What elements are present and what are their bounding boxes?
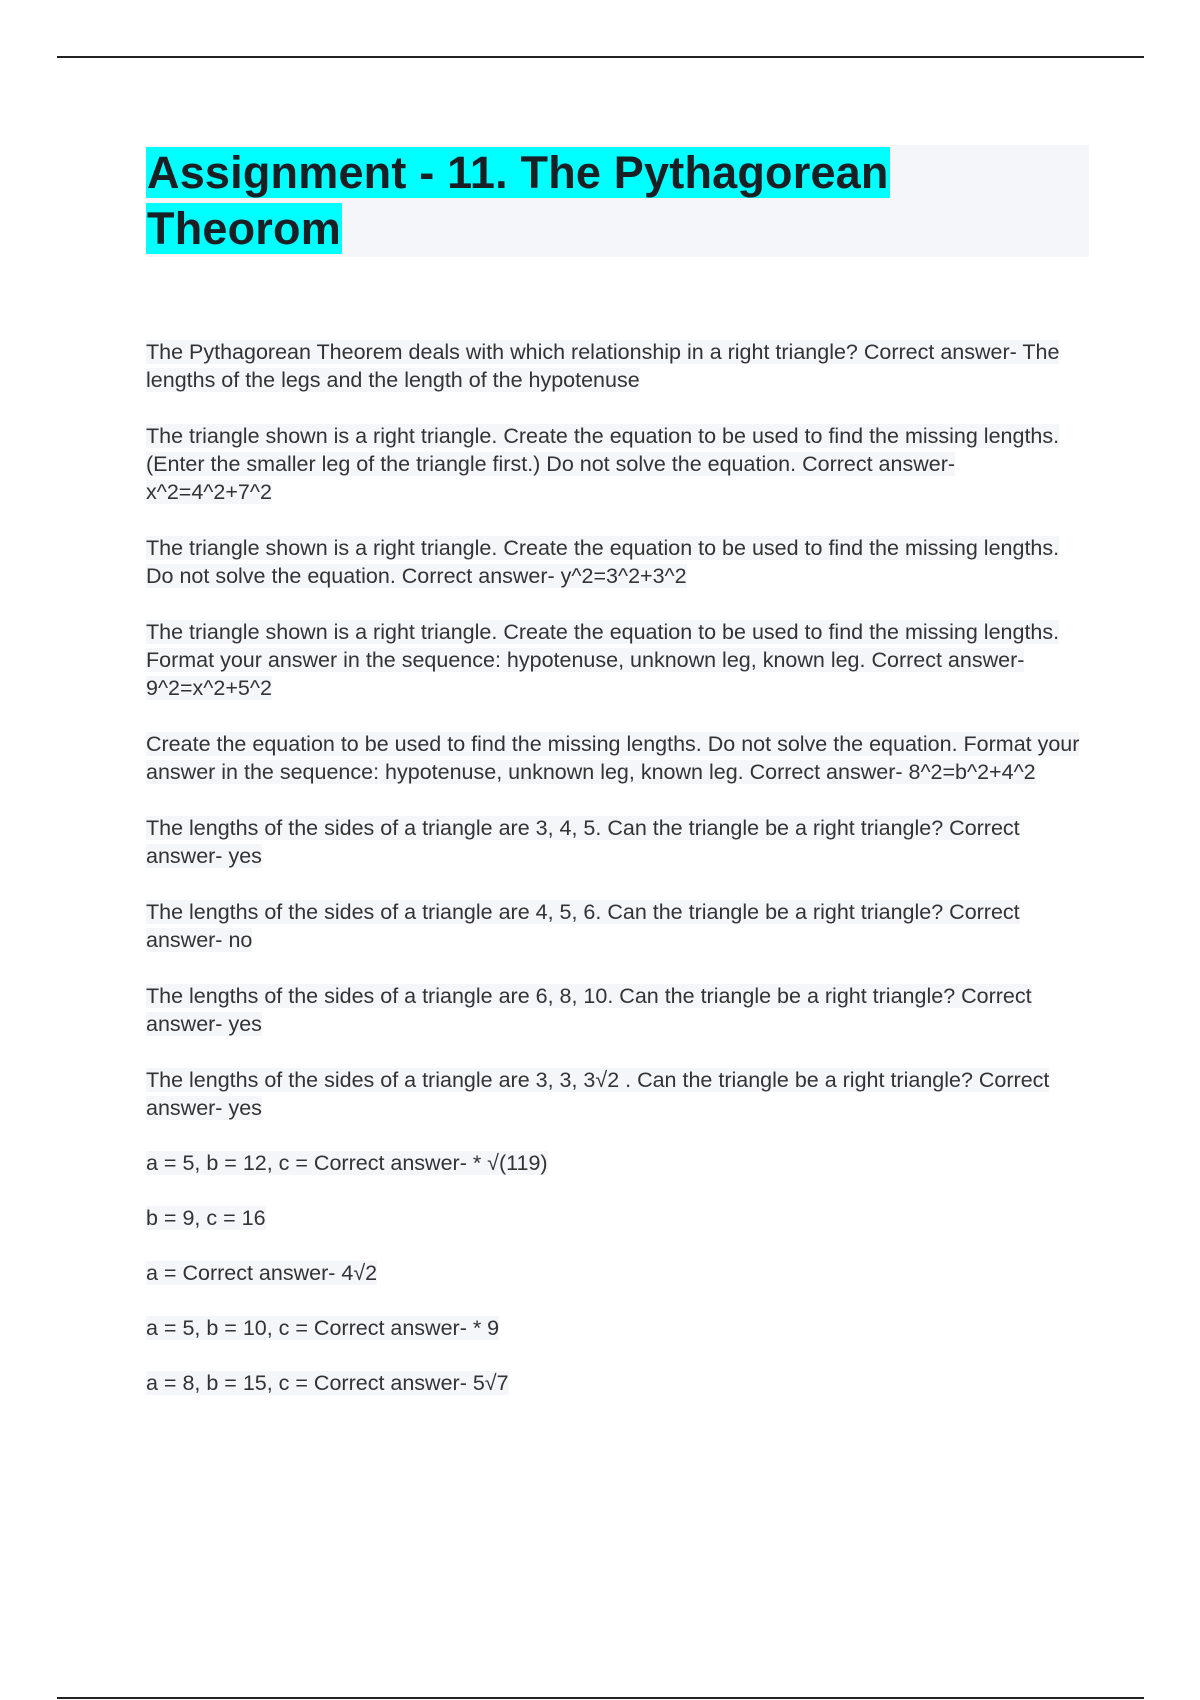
qa-item-5: Create the equation to be used to find the missing lengths. Do not solve the equation. Format your answer in the sequence: hypotenuse, unknown leg, known leg. Correct answer- 8^2=b^2+4^2 [146,732,1080,784]
qa-item-14: a = 8, b = 15, c = Correct answer- 5√7 [146,1371,509,1395]
qa-item-10: a = 5, b = 12, c = Correct answer- * √(119) [146,1151,548,1175]
qa-item-13: a = 5, b = 10, c = Correct answer- * 9 [146,1316,500,1340]
qa-item-2: The triangle shown is a right triangle. Create the equation to be used to find the missing lengths. (Enter the smaller leg of the triangle first.) Do not solve the equation. Correct answer- x^2=4^2+7^2 [146,424,1060,504]
qa-list [146,338,1086,1397]
qa-item-4: The triangle shown is a right triangle. Create the equation to be used to find the missing lengths. Format your answer in the sequence: hypotenuse, unknown leg, known leg. Correct answer- 9^2=x^2+5^2 [146,620,1060,700]
top-divider [57,56,1144,58]
qa-item-7: The lengths of the sides of a triangle are 4, 5, 6. Can the triangle be a right triangle? Correct answer- no [146,900,1020,952]
qa-item-11: b = 9, c = 16 [146,1206,266,1230]
page-title [146,145,1089,257]
page-title-text: Assignment - 11. The Pythagorean Theorom [147,147,889,254]
qa-item-9: The lengths of the sides of a triangle are 3, 3, 3√2 . Can the triangle be a right triangle? Correct answer- yes [146,1068,1050,1120]
qa-item-1: The Pythagorean Theorem deals with which relationship in a right triangle? Correct answer- The lengths of the legs and the length of the hypotenuse [146,340,1060,392]
qa-item-8: The lengths of the sides of a triangle are 6, 8, 10. Can the triangle be a right triangle? Correct answer- yes [146,984,1032,1036]
qa-item-6: The lengths of the sides of a triangle are 3, 4, 5. Can the triangle be a right triangle? Correct answer- yes [146,816,1020,868]
bottom-divider [57,1697,1144,1699]
title-block [146,145,1089,257]
qa-item-3: The triangle shown is a right triangle. Create the equation to be used to find the missing lengths. Do not solve the equation. Correct answer- y^2=3^2+3^2 [146,536,1060,588]
qa-item-12: a = Correct answer- 4√2 [146,1261,378,1285]
